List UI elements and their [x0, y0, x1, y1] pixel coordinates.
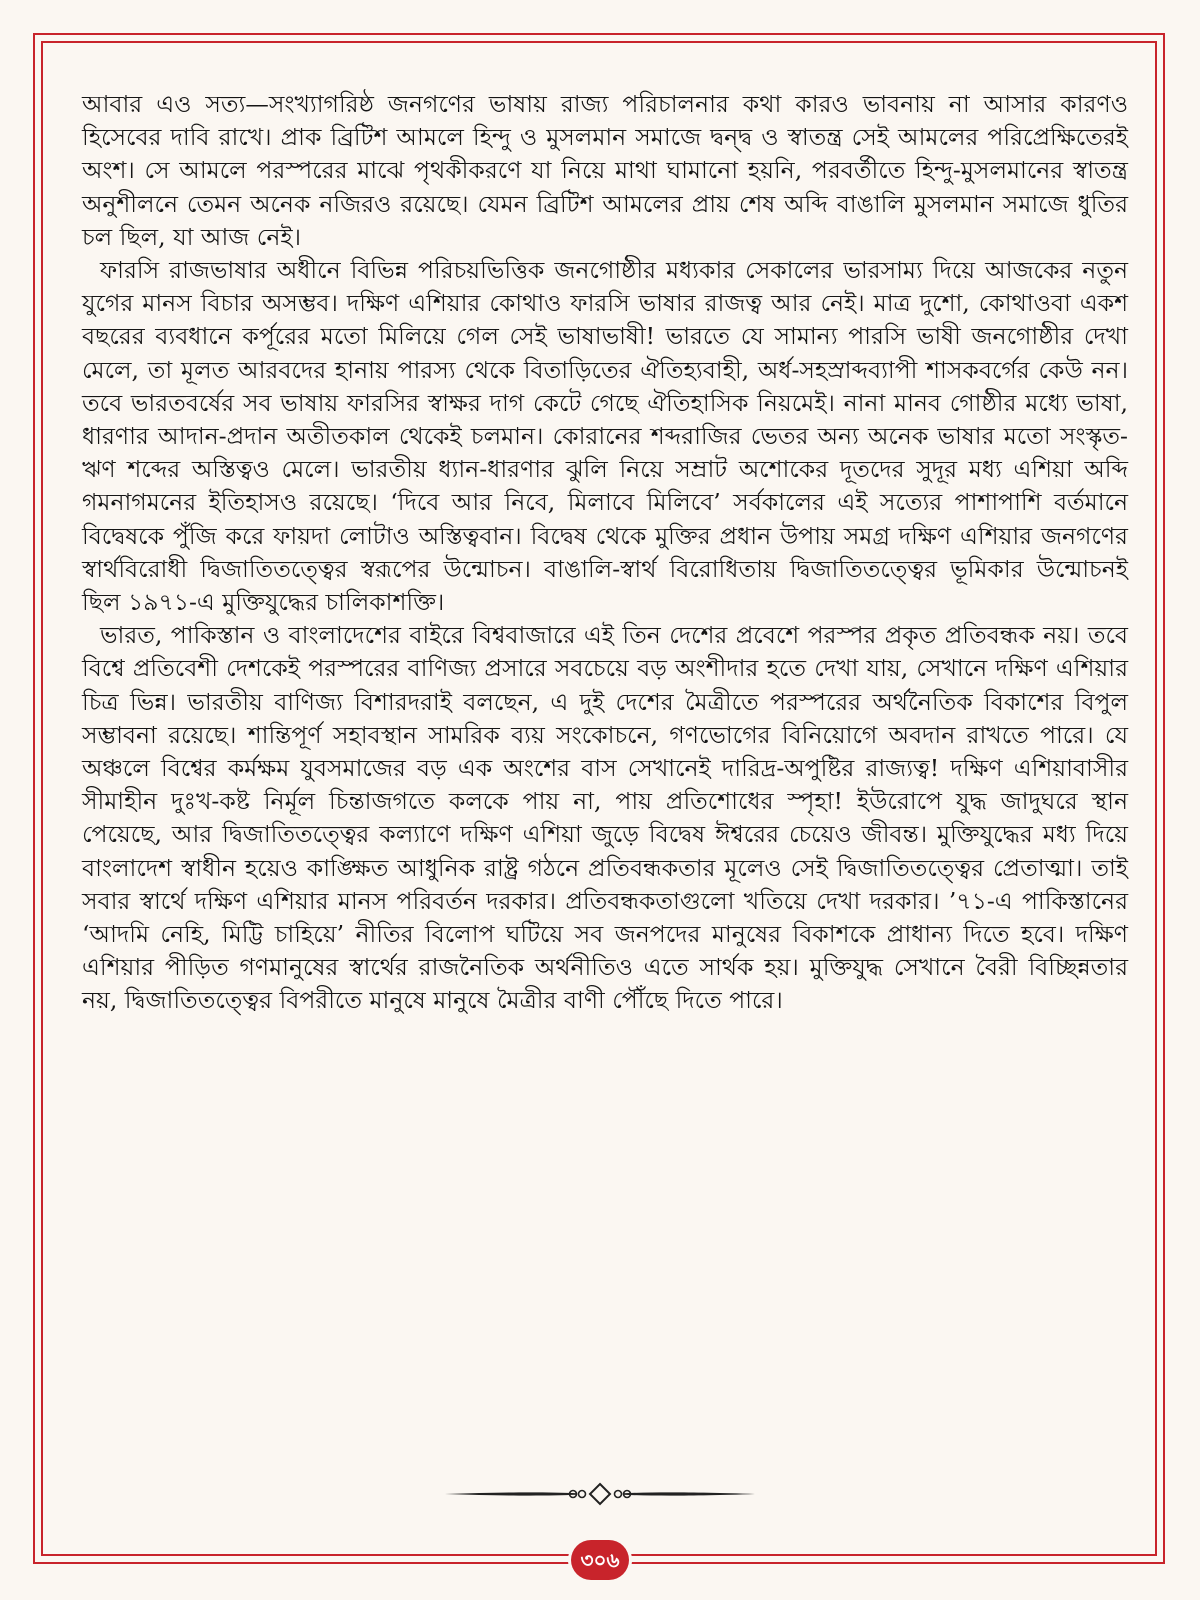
divider-flourish-icon	[445, 1482, 755, 1506]
paragraph-2: ফারসি রাজভাষার অধীনে বিভিন্ন পরিচয়ভিত্তিক জনগোষ্ঠীর মধ্যকার সেকালের ভারসাম্য দিয়ে আজকের নতুন যুগের মানস বিচার অসম্ভব। দক্ষিণ এশিয়ার কোথাও ফারসি ভাষার রাজত্ব আর নেই। মাত্র দুশো, কোথাওবা একশ বছরের ব্যবধানে কর্পূরের মতো মিলিয়ে গেল সেই ভাষাভাষী! ভারতে যে সামান্য পারসি ভাষী জনগোষ্ঠীর দেখা মেলে, তা মূলত আরবদের হানায় পারস্য থেকে বিতাড়িতের ঐতিহ্যবাহী, অর্ধ-সহস্রাব্দব্যাপী শাসকবর্গের কেউ নন। তবে ভারতবর্ষের সব ভাষায় ফারসির স্বাক্ষর দাগ কেটে গেছে ঐতিহাসিক নিয়মেই। নানা মানব গোষ্ঠীর মধ্যে ভাষা, ধারণার আদান-প্রদান অতীতকাল থেকেই চলমান। কোরানের শব্দরাজির ভেতর অন্য অনেক ভাষার মতো সংস্কৃত-ঋণ শব্দের অস্তিত্বও মেলে। ভারতীয় ধ্যান-ধারণার ঝুলি নিয়ে সম্রাট অশোকের দূতদের সুদূর মধ্য এশিয়া অব্দি গমনাগমনের ইতিহাসও রয়েছে। ‘দিবে আর নিবে, মিলাবে মিলিবে’ সর্বকালের এই সত্যের পাশাপাশি বর্তমানে বিদ্বেষকে পুঁজি করে ফায়দা লোটাও অস্তিত্ববান। বিদ্বেষ থেকে মুক্তির প্রধান উপায় সমগ্র দক্ষিণ এশিয়ার জনগণের স্বার্থবিরোধী দ্বিজাতিতত্ত্বের স্বরূপের উন্মোচন। বাঙালি-স্বার্থ বিরোধিতায় দ্বিজাতিতত্ত্বের ভূমিকার উন্মোচনই ছিল ১৯৭১-এ মুক্তিযুদ্ধের চালিকাশক্তি।	[82, 256, 1129, 617]
paragraph-1: আবার এও সত্য—সংখ্যাগরিষ্ঠ জনগণের ভাষায় রাজ্য পরিচালনার কথা কারও ভাবনায় না আসার কারণও হিসেবের দাবি রাখে। প্রাক ব্রিটিশ আমলে হিন্দু ও মুসলমান সমাজে দ্বন্দ্ব ও স্বাতন্ত্র সেই আমলের পরিপ্রেক্ষিতেরই অংশ। সে আমলে পরস্পরের মাঝে পৃথকীকরণে যা নিয়ে মাথা ঘামানো হয়নি, পরবর্তীতে হিন্দু-মুসলমানের স্বাতন্ত্র অনুশীলনে তেমন অনেক নজিরও রয়েছে। যেমন ব্রিটিশ আমলের প্রায় শেষ অব্দি বাঙালি মুসলমান সমাজে ধুতির চল ছিল, যা আজ নেই।	[82, 90, 1128, 251]
body-text	[82, 88, 1128, 1018]
page-number-badge: ৩০৬	[571, 1540, 629, 1580]
paragraph-3: ভারত, পাকিস্তান ও বাংলাদেশের বাইরে বিশ্ববাজারে এই তিন দেশের প্রবেশে পরস্পর প্রকৃত প্রতিবন্ধক নয়। তবে বিশ্বে প্রতিবেশী দেশকেই পরস্পরের বাণিজ্য প্রসারে সবচেয়ে বড় অংশীদার হতে দেখা যায়, সেখানে দক্ষিণ এশিয়ার চিত্র ভিন্ন। ভারতীয় বাণিজ্য বিশারদরাই বলছেন, এ দুই দেশের মৈত্রীতে পরস্পরের অর্থনৈতিক বিকাশের বিপুল সম্ভাবনা রয়েছে। শান্তিপূর্ণ সহাবস্থান সামরিক ব্যয় সংকোচনে, গণভোগের বিনিয়োগে অবদান রাখতে পারে। যে অঞ্চলে বিশ্বের কর্মক্ষম যুবসমাজের বড় এক অংশের বাস সেখানেই দারিদ্র-অপুষ্টির রাজ্যত্ব! দক্ষিণ এশিয়াবাসীর সীমাহীন দুঃখ-কষ্ট নির্মূল চিন্তাজগতে কলকে পায় না, পায় প্রতিশোধের স্পৃহা! ইউরোপে যুদ্ধ জাদুঘরে স্থান পেয়েছে, আর দ্বিজাতিতত্ত্বের কল্যাণে দক্ষিণ এশিয়া জুড়ে বিদ্বেষ ঈশ্বরের চেয়েও জীবন্ত। মুক্তিযুদ্ধের মধ্য দিয়ে বাংলাদেশ স্বাধীন হয়েও কাঙ্ক্ষিত আধুনিক রাষ্ট্র গঠনে প্রতিবন্ধকতার মূলেও সেই দ্বিজাতিতত্ত্বের প্রেতাত্মা। তাই সবার স্বার্থে দক্ষিণ এশিয়ার মানস পরিবর্তন দরকার। প্রতিবন্ধকতাগুলো খতিয়ে দেখা দরকার। ’৭১-এ পাকিস্তানের ‘আদমি নেহি, মিট্টি চাহিয়ে’ নীতির বিলোপ ঘটিয়ে সব জনপদের মানুষের বিকাশকে প্রাধান্য দিতে হবে। দক্ষিণ এশিয়ার পীড়িত গণমানুষের স্বার্থের রাজনৈতিক অর্থনীতিও এতে সার্থক হয়। মুক্তিযুদ্ধ সেখানে বৈরী বিচ্ছিন্নতার নয়, দ্বিজাতিতত্ত্বের বিপরীতে মানুষে মানুষে মৈত্রীর বাণী পৌঁছে দিতে পারে।	[82, 621, 1128, 1015]
